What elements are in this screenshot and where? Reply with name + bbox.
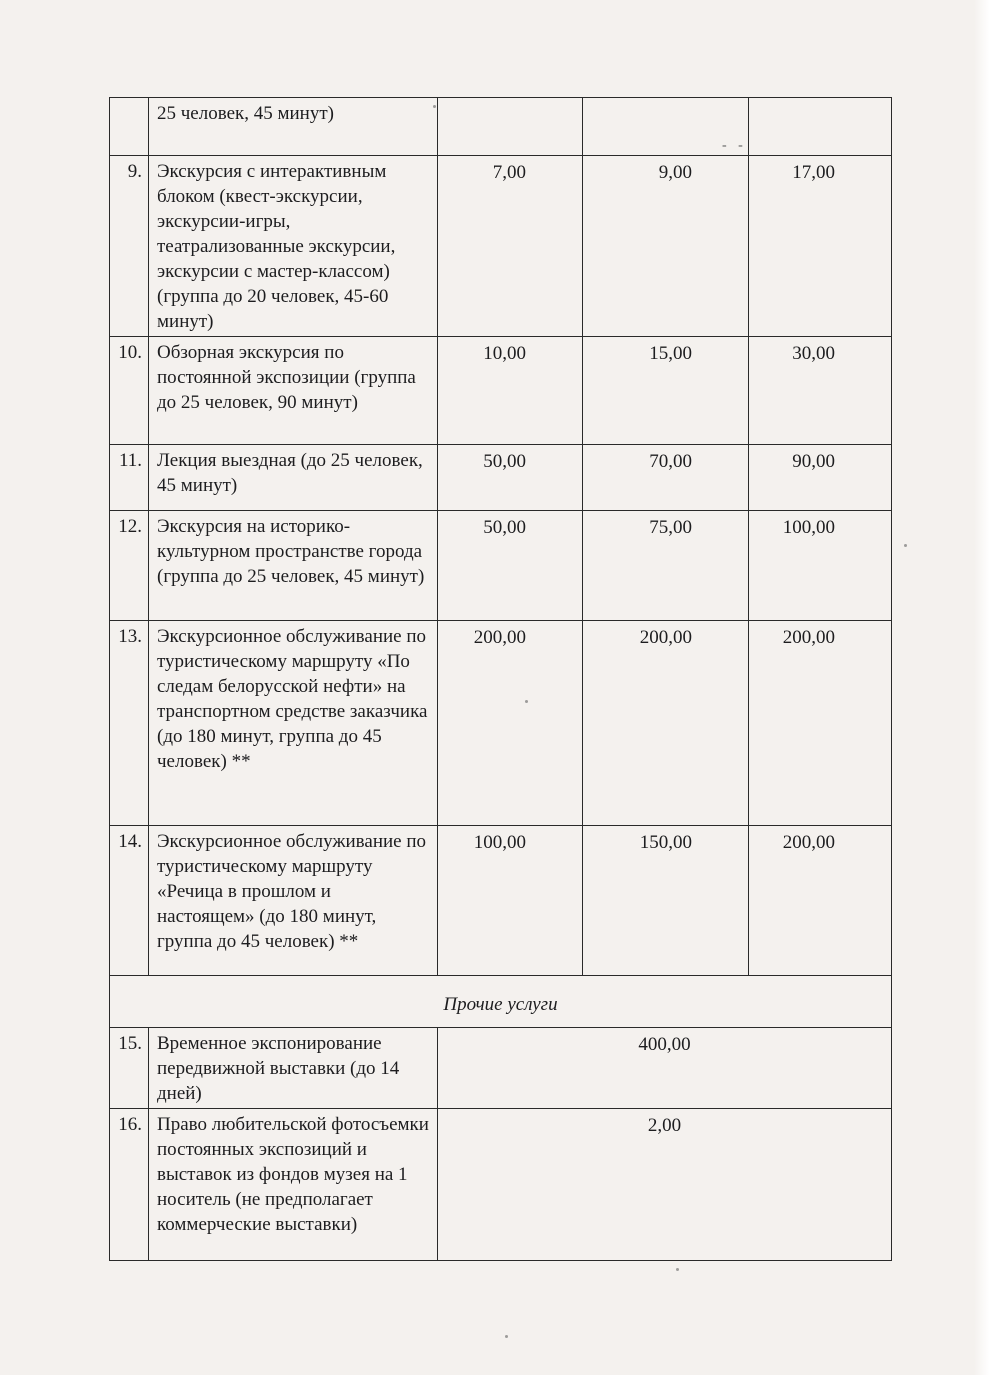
price-value: 75,00 [583, 511, 749, 621]
price-value: 2,00 [438, 1109, 892, 1261]
price-value: 50,00 [438, 445, 583, 511]
price-value: 100,00 [749, 511, 892, 621]
price-value: 10,00 [438, 337, 583, 445]
row-number: 10. [110, 337, 149, 445]
price-value: 17,00 [749, 156, 892, 337]
price-value: 30,00 [749, 337, 892, 445]
service-name: Экскурсионное обслуживание по туристическому маршруту «Речица в прошлом и настоящем» (до 180 минут, группа до 45 человек) ** [149, 826, 438, 976]
price-value: 50,00 [438, 511, 583, 621]
price-value: 150,00 [583, 826, 749, 976]
row-number: 16. [110, 1109, 149, 1261]
row-number: 15. [110, 1028, 149, 1109]
scan-dash-mark: - - [722, 138, 747, 153]
scan-speck [904, 544, 907, 547]
price-table [109, 97, 892, 1261]
table-row [110, 621, 892, 826]
service-name-cell: 25 человек, 45 минут) [149, 98, 438, 156]
price-value: 200,00 [749, 621, 892, 826]
section-title: Прочие услуги [110, 976, 892, 1028]
service-name: Временное экспонирование передвижной выставки (до 14 дней) [149, 1028, 438, 1109]
table-row [110, 98, 892, 156]
service-name: Экскурсия с интерактивным блоком (квест-экскурсии, экскурсии-игры, театрализованные экскурсии, экскурсии с мастер-классом) (группа до 20 человек, 45-60 минут) [149, 156, 438, 337]
price-value: 9,00 [583, 156, 749, 337]
table-row [110, 826, 892, 976]
service-name: Обзорная экскурсия по постоянной экспозиции (группа до 25 человек, 90 минут) [149, 337, 438, 445]
row-number: 11. [110, 445, 149, 511]
price-value: 100,00 [438, 826, 583, 976]
scan-speck [676, 1268, 679, 1271]
row-number: 14. [110, 826, 149, 976]
scan-edge [974, 0, 1000, 1375]
table-row [110, 156, 892, 337]
row-number: 12. [110, 511, 149, 621]
row-number-cell [110, 98, 149, 156]
price-value: 90,00 [749, 445, 892, 511]
price-cell [749, 98, 892, 156]
service-name: Лекция выездная (до 25 человек, 45 минут) [149, 445, 438, 511]
section-row [110, 976, 892, 1028]
price-value: 70,00 [583, 445, 749, 511]
table-row [110, 445, 892, 511]
price-cell [438, 98, 583, 156]
price-cell [583, 98, 749, 156]
scan-speck [505, 1335, 508, 1338]
table-row [110, 337, 892, 445]
service-name: Экскурсионное обслуживание по туристическому маршруту «По следам белорусской нефти» на транспортном средстве заказчика (до 180 минут, группа до 45 человек) ** [149, 621, 438, 826]
table-row [110, 1109, 892, 1261]
service-name: Экскурсия на историко-культурном пространстве города (группа до 25 человек, 45 минут) [149, 511, 438, 621]
price-value: 200,00 [438, 621, 583, 826]
price-value: 7,00 [438, 156, 583, 337]
price-value: 15,00 [583, 337, 749, 445]
price-value: 400,00 [438, 1028, 892, 1109]
table-row [110, 1028, 892, 1109]
price-value: 200,00 [583, 621, 749, 826]
service-name: Право любительской фотосъемки постоянных экспозиций и выставок из фондов музея на 1 носитель (не предполагает коммерческие выставки) [149, 1109, 438, 1261]
row-number: 9. [110, 156, 149, 337]
price-value: 200,00 [749, 826, 892, 976]
table-row [110, 511, 892, 621]
row-number: 13. [110, 621, 149, 826]
